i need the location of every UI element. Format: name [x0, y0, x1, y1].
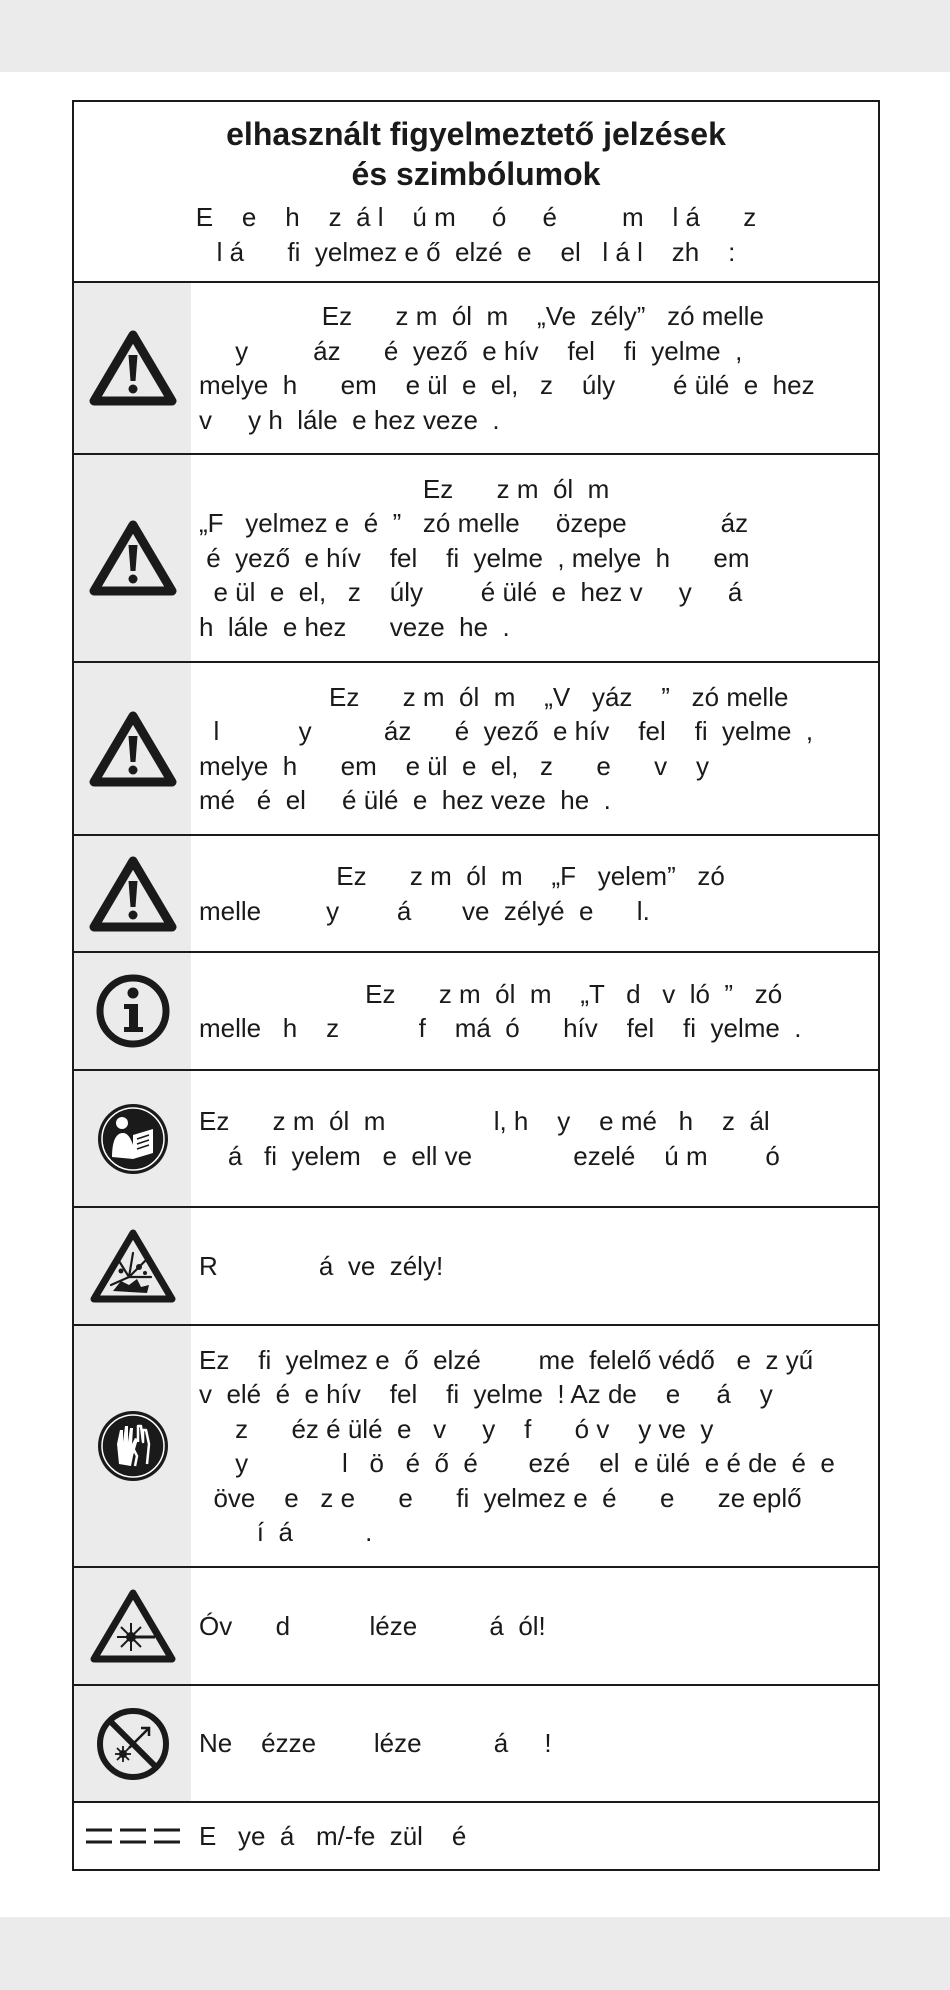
row-text: E ye á m/-fe zül é — [199, 1820, 467, 1851]
table-intro-text: E e h z á l ú m ó é m l á z l á fi yelmez e ő elzé e el l á l zh : — [195, 202, 757, 267]
laser-warning-icon — [89, 1587, 177, 1665]
row-text: Ez z m ól m „F yelmez e é ” zó melle özepe áz é yező e hív fel fi yelme , melye h em e ül e el, z úly é ülé e hez v y á h lále e hez veze he . — [199, 473, 750, 642]
icon-cell — [74, 1326, 191, 1566]
icon-cell — [74, 1686, 191, 1801]
icon-cell — [74, 1803, 191, 1869]
warning-triangle-icon — [89, 855, 177, 933]
table-header — [74, 102, 878, 283]
table-row-no-laser — [74, 1686, 878, 1803]
row-text: Ez z m ól m l, h y e mé h z ál á fi yelem e ell ve ezelé ú m ó — [199, 1106, 780, 1171]
info-circle-icon — [95, 973, 171, 1049]
table-row-explosion — [74, 1208, 878, 1326]
row-text: R á ve zély! — [199, 1250, 444, 1281]
row-text: Ne ézze léze á ! — [199, 1728, 552, 1759]
no-laser-stare-icon — [95, 1706, 171, 1782]
warning-triangle-icon — [89, 710, 177, 788]
table-row-attention — [74, 836, 878, 953]
icon-cell — [74, 1208, 191, 1324]
icon-cell — [74, 1568, 191, 1684]
read-manual-icon — [95, 1101, 171, 1177]
table-row-gloves — [74, 1326, 878, 1568]
table-row-dashed-line — [74, 1803, 878, 1869]
protective-gloves-icon — [95, 1408, 171, 1484]
table-row-caution — [74, 663, 878, 836]
icon-cell — [74, 953, 191, 1069]
table-row-danger — [74, 283, 878, 455]
row-text: Ez z m ól m „V yáz ” zó melle l y áz é yező e hív fel fi yelme , melye h em e ül e el, z e v y mé é el é ülé e hez veze he . — [199, 681, 814, 815]
document-page — [0, 72, 950, 1917]
table-row-warning — [74, 455, 878, 663]
row-text: Ez z m ól m „T d v ló ” zó melle h z f má ó hív fel fi yelme . — [199, 978, 802, 1043]
warning-triangle-icon — [89, 329, 177, 407]
row-text: Ez z m ól m „Ve zély” zó melle y áz é yező e hív fel fi yelme , melye h em e ül e el, z úly é ülé e hez v y h lále e hez veze . — [199, 301, 815, 435]
row-text: Óv d léze á ól! — [199, 1610, 546, 1641]
icon-cell — [74, 1071, 191, 1206]
table-row-read-manual — [74, 1071, 878, 1208]
icon-cell — [74, 455, 191, 661]
symbols-table — [72, 100, 880, 1871]
dashed-line-icon — [84, 1826, 182, 1846]
warning-triangle-icon — [89, 519, 177, 597]
explosion-hazard-icon — [89, 1227, 177, 1305]
row-text: Ez fi yelmez e ő elzé me felelő védő e z yű v elé é e hív fel fi yelme ! Az de e á y z éz é ülé e v y f ó v y ve y y l ö é ő é ezé el e ülé e é de é e öve e z e e fi yelmez e é e ze eplő í á . — [199, 1344, 835, 1547]
icon-cell — [74, 283, 191, 453]
table-title-line1: elhasznált figyelmeztető jelzések — [226, 116, 726, 152]
table-row-info — [74, 953, 878, 1071]
icon-cell — [74, 836, 191, 951]
row-text: Ez z m ól m „F yelem” zó melle y á ve zélyé e l. — [199, 861, 725, 926]
icon-cell — [74, 663, 191, 834]
table-row-laser — [74, 1568, 878, 1686]
table-title-line2: és szimbólumok — [351, 156, 601, 192]
